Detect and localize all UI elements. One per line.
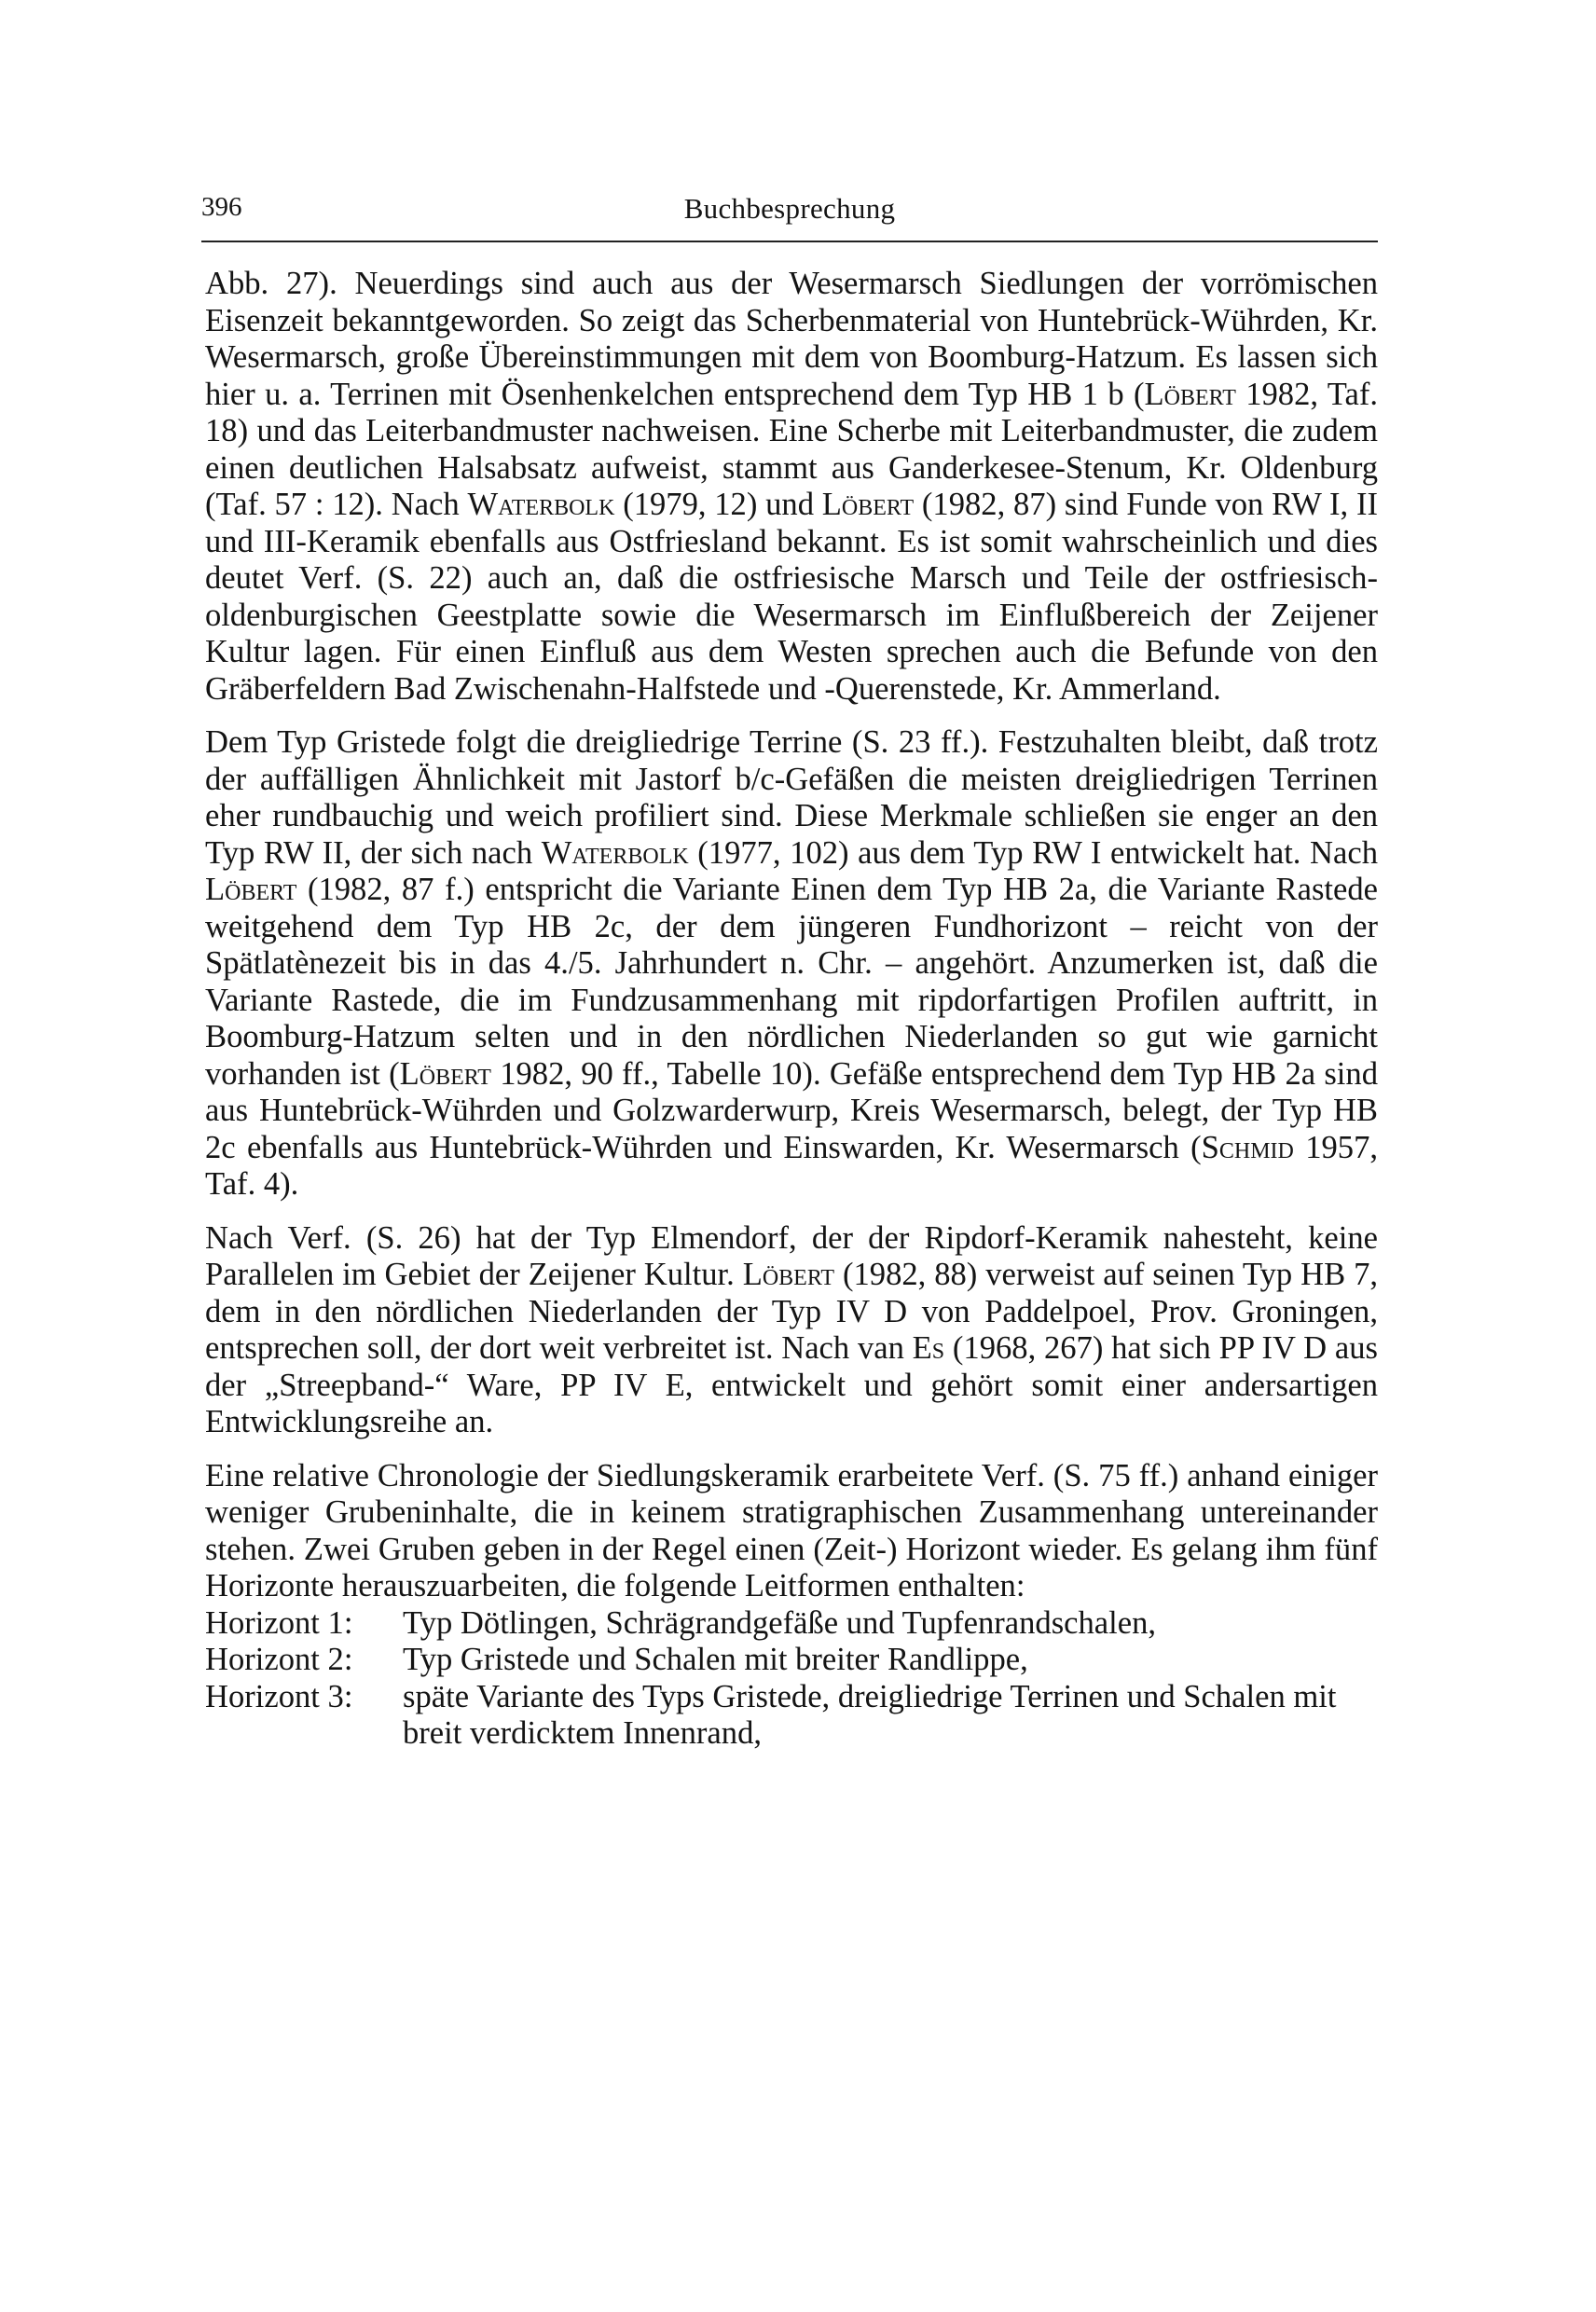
page-header [201, 192, 1378, 242]
horizon-text: Typ Dötlingen, Schrägrandgefäße und Tupfenrandschalen, [403, 1604, 1157, 1641]
text-span: (1982, 87 f.) entspricht die Variante Einen dem Typ HB 2a, die Variante Rastede weitgehend dem Typ HB 2c, der dem jüngeren Fundhorizont – reicht von der Spätlatènezeit bis in das 4./5. Jahrhundert n. Chr. – angehört. Anzumerken ist, daß die Variante Rastede, die im Fundzusammenhang mit ripdorfartigen Profilen auftritt, in Boomburg-Hatzum selten und in den nördlichen Niederlanden so gut wie garnicht vorhanden ist ( [205, 872, 1378, 1092]
author-citation: Löbert [399, 1055, 491, 1092]
paragraph-3 [205, 1220, 1378, 1441]
text-span: Nach Verf. (S. 26) hat der Typ Elmendorf, der der Ripdorf-Keramik nahesteht, keine Parallelen im Gebiet der Zeijener Kultur. [205, 1219, 1378, 1292]
text-span: (1977, 102) aus dem Typ RW I entwickelt hat. Nach [688, 834, 1378, 871]
author-citation: Löbert [742, 1257, 835, 1292]
text-span: 1957, Taf. 4). [205, 1129, 1378, 1202]
list-item [205, 1605, 1378, 1643]
text-span: 1982, Taf. 18) und das Leiterbandmuster nachweisen. Eine Scherbe mit Leiterbandmuster, die zudem einen deutlichen Halsabsatz aufweist, stammt aus Ganderkesee-Stenum, Kr. Oldenburg (Taf. 57 : 12). Nach [205, 376, 1378, 522]
text-span: (1982, 87) sind Funde von RW I, II und III-Keramik ebenfalls aus Ostfriesland bekannt. Es ist somit wahrscheinlich und dies deutet Verf. (S. 22) auch an, daß die ostfriesische Marsch und Teile der ostfriesisch-oldenburgischen Geestplatte sowie die Wesermarsch im Einflußbereich der Zeijener Kultur lagen. Für einen Einfluß aus dem Westen sprechen auch die Befunde von den Gräberfeldern Bad Zwischenahn-Halfstede und -Querenstede, Kr. Ammerland. [205, 487, 1378, 707]
text-span: (1982, 88) verweist auf seinen Typ HB 7, dem in den nördlichen Niederlanden der Typ IV D von Paddelpoel, Prov. Groningen, entsprechen soll, der dort weit verbreitet ist. Nach van [205, 1257, 1378, 1366]
list-item [205, 1642, 1378, 1679]
running-title: Buchbesprechung [683, 192, 896, 225]
text-span: Dem Typ Gristede folgt die dreigliedrige Terrine (S. 23 ff.). Festzuhalten bleibt, daß trotz der auffälligen Ähnlichkeit mit Jastorf b/c-Gefäßen die meisten dreigliedrigen Terrinen eher rundbauchig und weich profiliert sind. Diese Merkmale schließen sie enger an den Typ RW II, der sich nach [205, 724, 1378, 871]
horizon-label: Horizont 2: [205, 1642, 353, 1677]
page-number: 396 [201, 192, 242, 222]
text-span: 1982, 90 ff., Tabelle 10). Gefäße entsprechend dem Typ HB 2a sind aus Huntebrück-Wührden und Golzwarderwurp, Kreis Wesermarsch, belegt, der Typ HB 2c ebenfalls aus Huntebrück-Wührden und Einswarden, Kr. Wesermarsch ( [205, 1055, 1378, 1165]
horizon-text: Typ Gristede und Schalen mit breiter Randlippe, [403, 1642, 1028, 1677]
author-citation: Waterbolk [541, 834, 689, 871]
author-citation: Waterbolk [467, 487, 615, 522]
text-span: Abb. 27). Neuerdings sind auch aus der Wesermarsch Siedlungen der vorrömischen Eisenzeit bekanntgeworden. So zeigt das Scherbenmaterial von Huntebrück-Wührden, Kr. Wesermarsch, große Übereinstimmungen mit dem von Boomburg-Hatzum. Es lassen sich hier u. a. Terrinen mit Ösenhenkelchen entsprechend dem Typ HB 1 b ( [205, 266, 1378, 412]
author-citation: Es [912, 1330, 945, 1366]
horizon-list [205, 1605, 1378, 1753]
list-item [205, 1679, 1378, 1753]
author-citation: Löbert [821, 487, 915, 522]
author-citation: Löbert [1144, 376, 1236, 412]
author-citation: Schmid [1201, 1129, 1294, 1165]
text-span: (1979, 12) und [614, 487, 822, 522]
paragraph-4 [205, 1458, 1378, 1605]
paragraph-1 [205, 266, 1378, 708]
text-span: Eine relative Chronologie der Siedlungskeramik erarbeitete Verf. (S. 75 ff.) anhand einiger weniger Grubeninhalte, die in keinem stratigraphischen Zusammenhang untereinander stehen. Zwei Gruben geben in der Regel einen (Zeit-) Horizont wieder. Es gelang ihm fünf Horizonte herauszuarbeiten, die folgende Leitformen enthalten: [205, 1457, 1378, 1603]
horizon-text: späte Variante des Typs Gristede, dreigliedrige Terrinen und Schalen mit breit verdicktem Innenrand, [403, 1678, 1337, 1751]
horizon-label: Horizont 1: [205, 1604, 353, 1641]
author-citation: Löbert [205, 872, 297, 907]
text-span: (1968, 267) hat sich PP IV D aus der „Streepband-“ Ware, PP IV E, entwickelt und gehört somit einer andersartigen Entwicklungsreihe an. [205, 1330, 1378, 1439]
horizon-label: Horizont 3: [205, 1678, 353, 1714]
main-text [205, 266, 1378, 1753]
paragraph-2 [205, 724, 1378, 1204]
